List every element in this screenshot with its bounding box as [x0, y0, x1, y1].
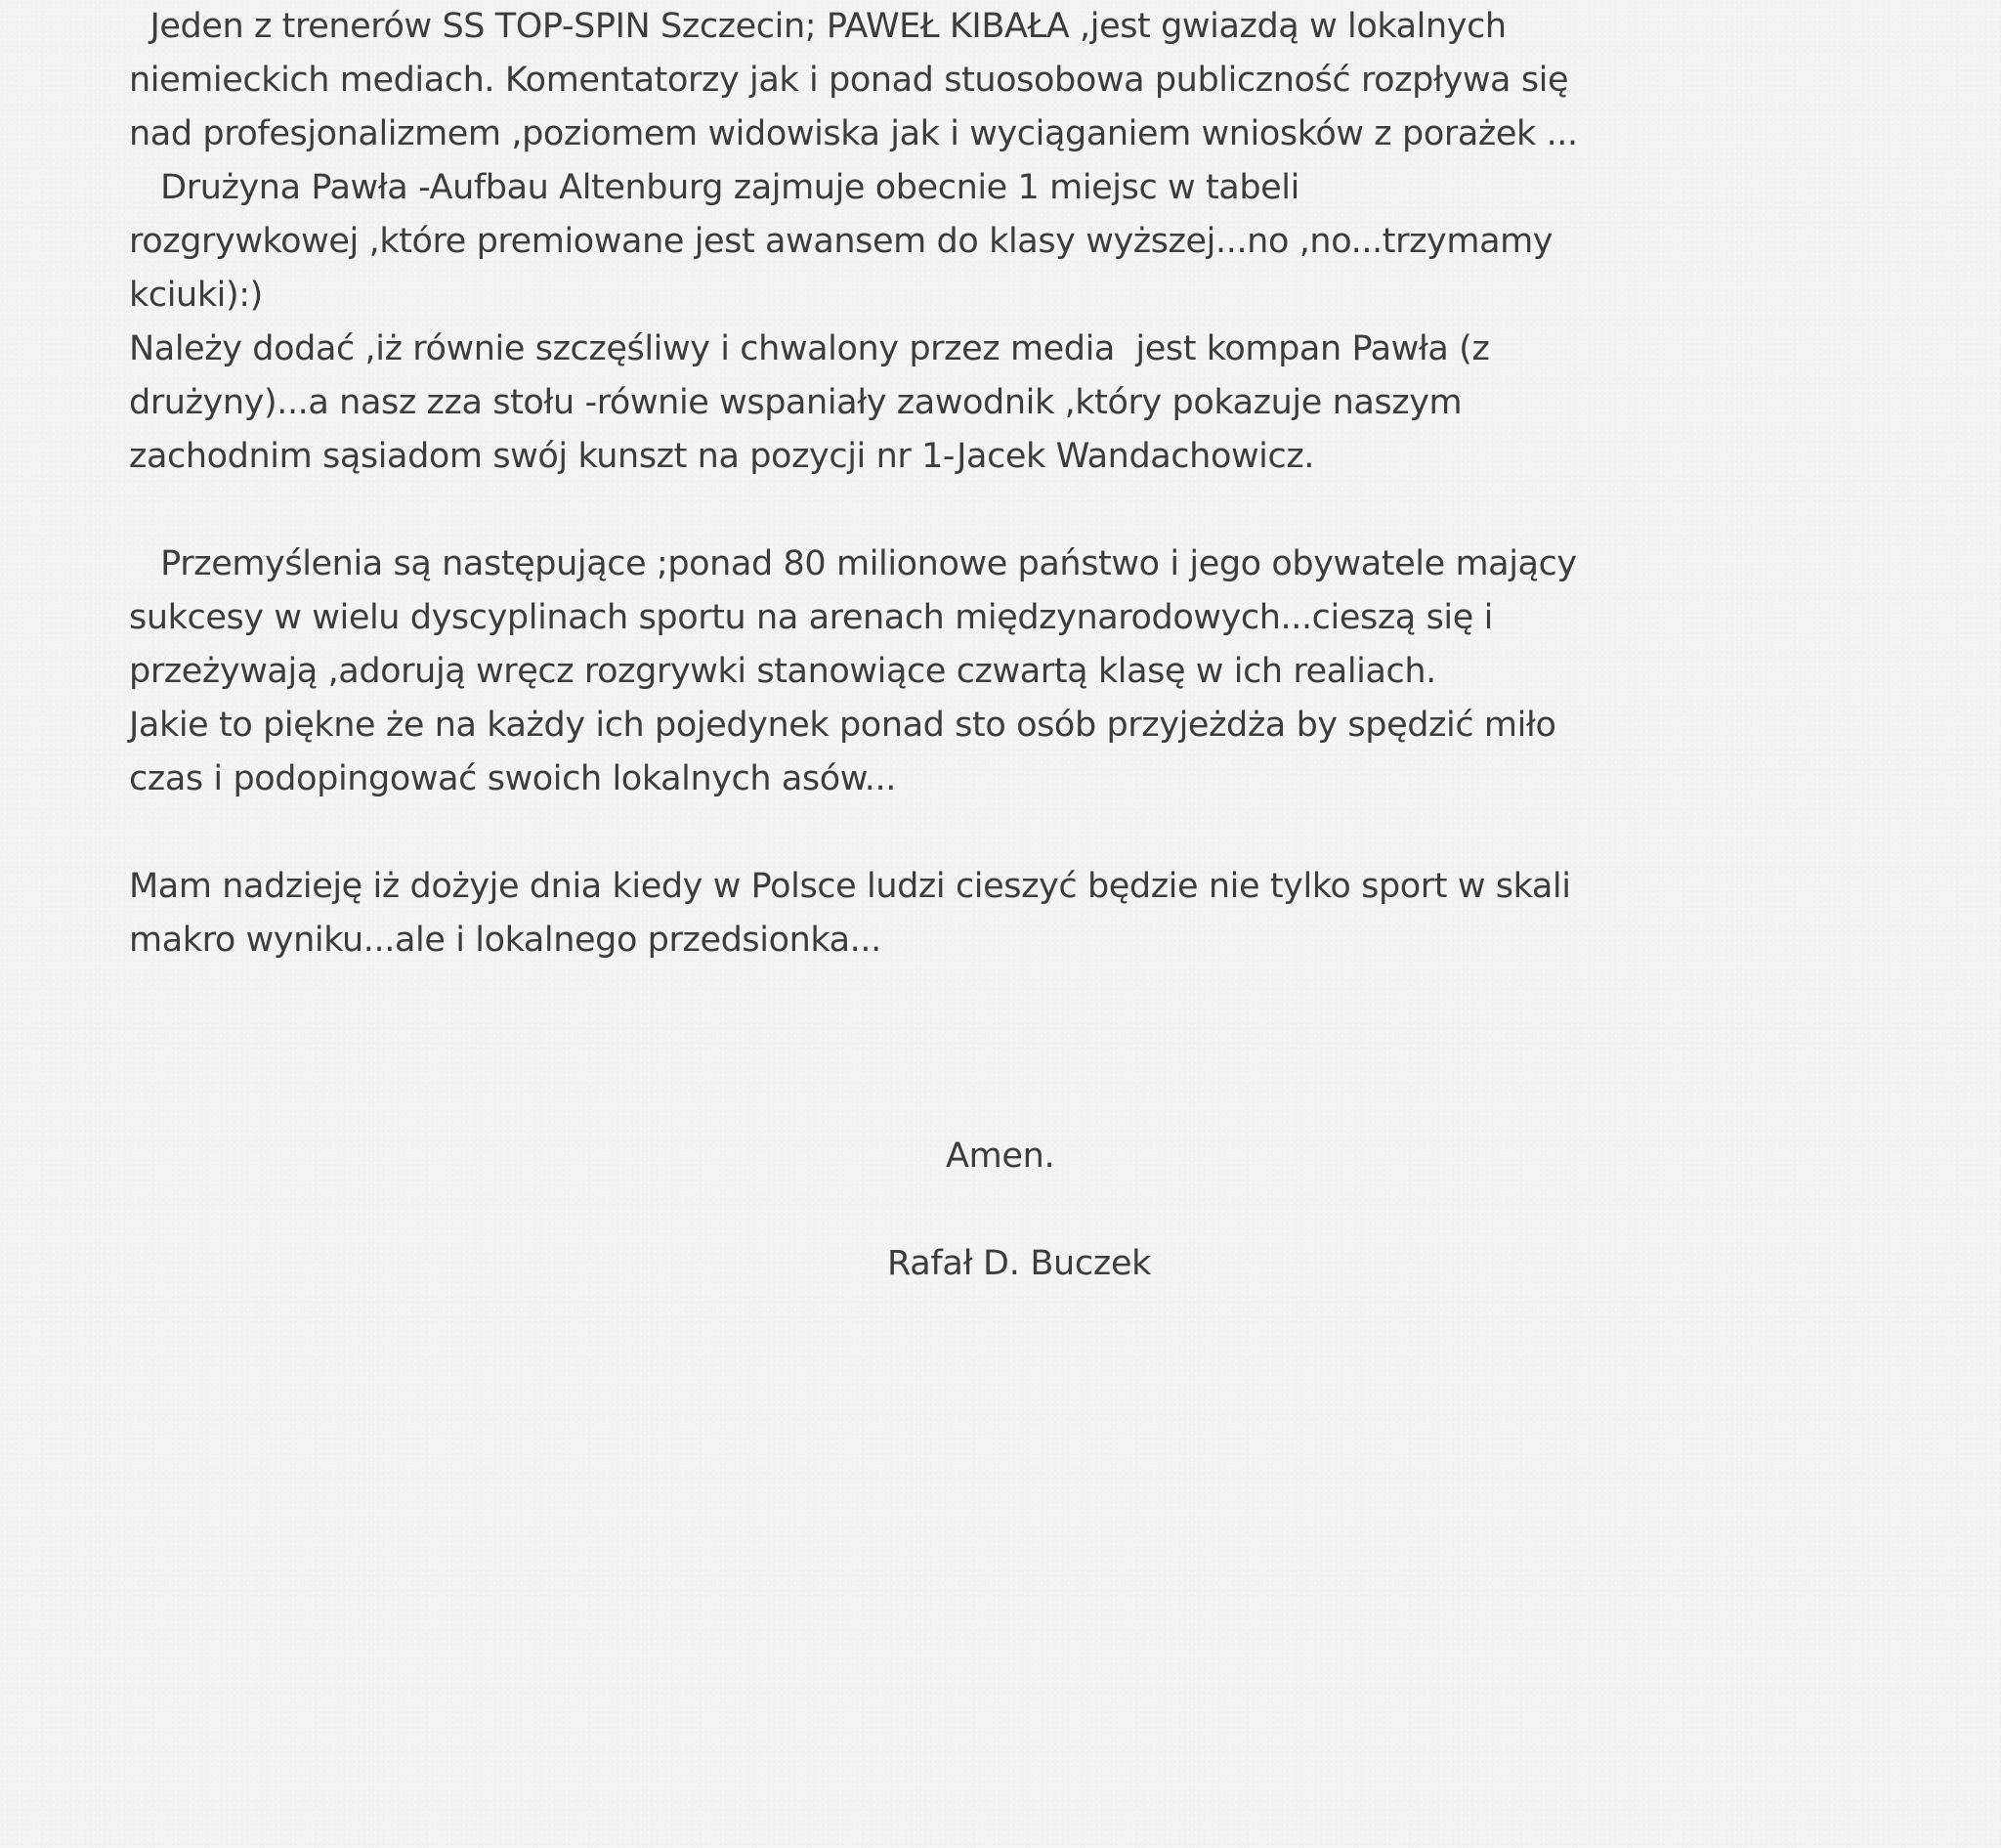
note-line: niemieckich mediach. Komentatorzy jak i ponad stuosobowa publiczność rozpływa się: [129, 61, 1569, 100]
note-line: Jakie to piękne że na każdy ich pojedynek ponad sto osób przyjeżdża by spędzić miło: [129, 706, 1556, 745]
note-line: przeżywają ,adorują wręcz rozgrywki stanowiące czwartą klasę w ich realiach.: [129, 652, 1436, 691]
note-line: Drużyna Pawła -Aufbau Altenburg zajmuje obecnie 1 miejsc w tabeli: [129, 168, 1299, 207]
note-line: zachodnim sąsiadom swój kunszt na pozycji nr 1-Jacek Wandachowicz.: [129, 437, 1315, 476]
closing-text: Amen.: [946, 1137, 1055, 1176]
note-line: Jeden z trenerów SS TOP-SPIN Szczecin; PAWEŁ KIBAŁA ,jest gwiazdą w lokalnych: [129, 7, 1507, 46]
note-line: kciuki):): [129, 276, 263, 315]
note-line: Należy dodać ,iż równie szczęśliwy i chwalony przez media jest kompan Pawła (z: [129, 329, 1490, 368]
note-line: sukcesy w wielu dyscyplinach sportu na arenach międzynarodowych...cieszą się i: [129, 598, 1493, 637]
note-line: rozgrywkowej ,które premiowane jest awansem do klasy wyższej...no ,no...trzymamy: [129, 222, 1554, 261]
note-line: Mam nadzieję iż dożyje dnia kiedy w Polsce ludzi cieszyć będzie nie tylko sport w skali: [129, 867, 1571, 906]
note-line: drużyny)...a nasz zza stołu -równie wspaniały zawodnik ,który pokazuje naszym: [129, 383, 1463, 422]
note-line: nad profesjonalizmem ,poziomem widowiska jak i wyciąganiem wniosków z porażek ...: [129, 114, 1578, 153]
note-line: makro wyniku...ale i lokalnego przedsionka...: [129, 921, 881, 960]
note-body: [129, 0, 1653, 967]
blank-line: [129, 484, 1653, 537]
note-line: czas i podopingować swoich lokalnych asów...: [129, 759, 896, 798]
note-line: Przemyślenia są następujące ;ponad 80 milionowe państwo i jego obywatele mający: [129, 544, 1577, 583]
signature: Rafał D. Buczek: [887, 1244, 1152, 1283]
blank-line: [129, 806, 1653, 860]
